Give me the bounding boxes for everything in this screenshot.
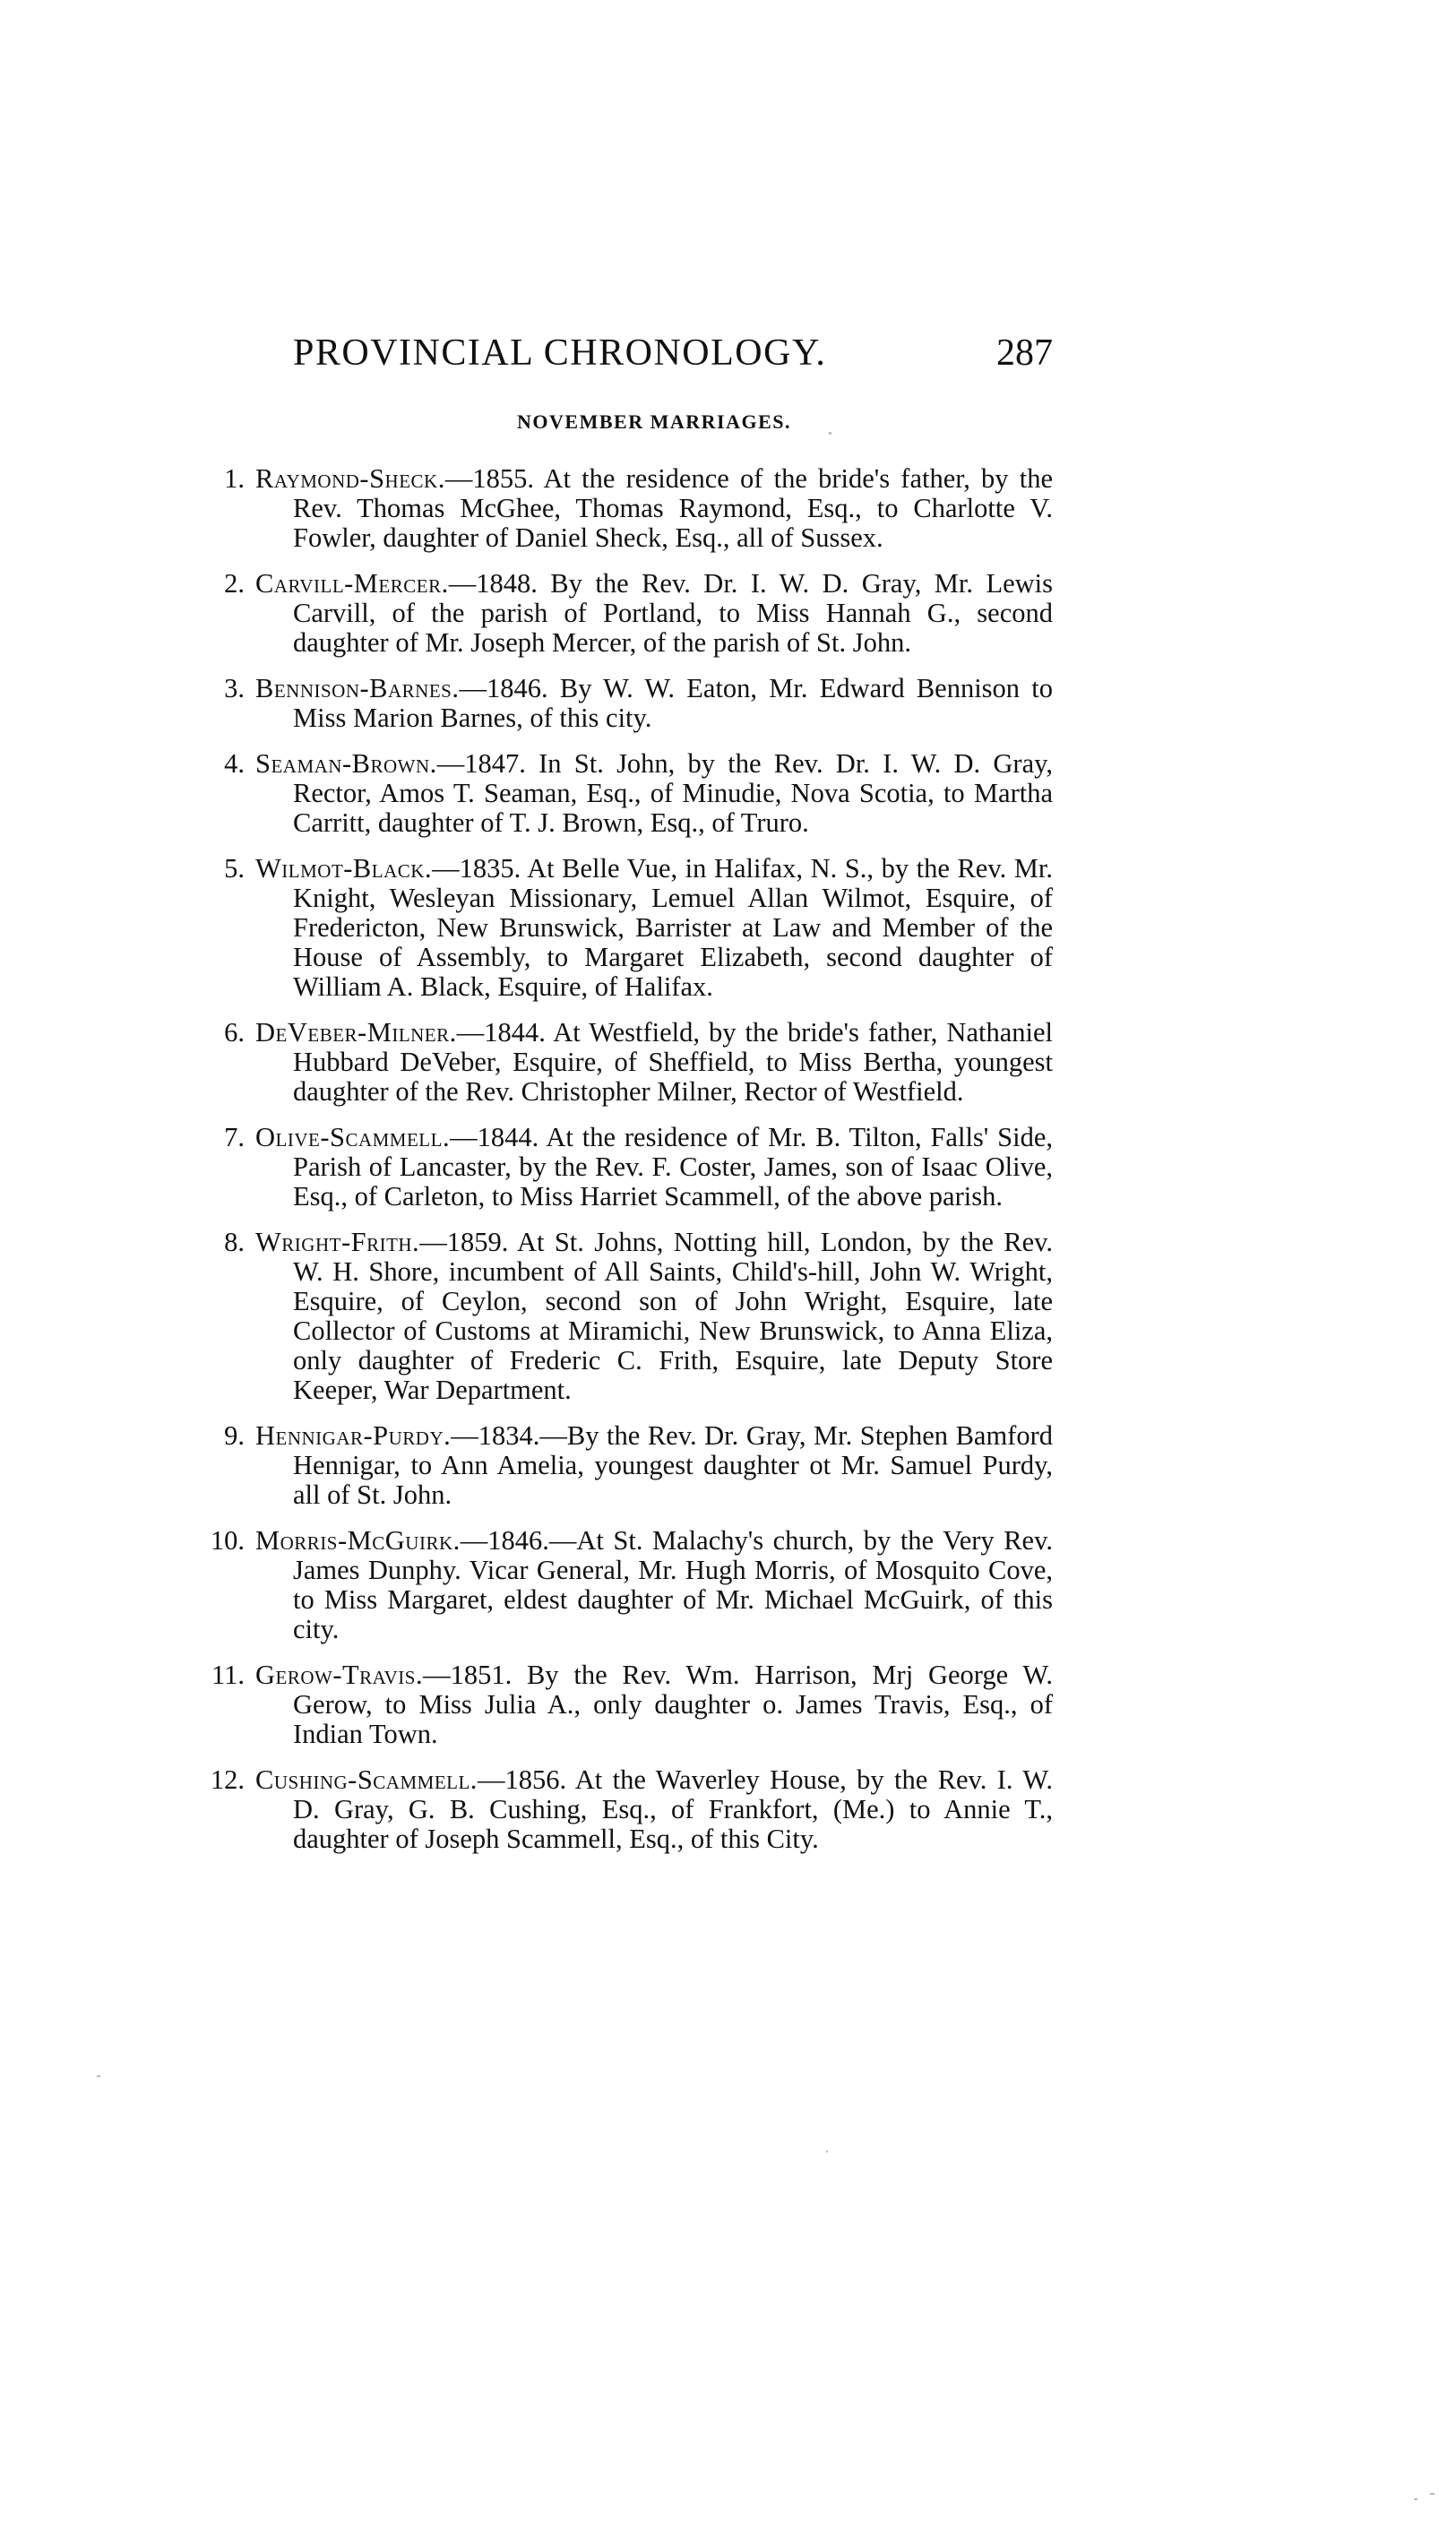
marriage-entry [202, 1421, 1053, 1510]
marriage-entry [202, 749, 1053, 838]
entry-text: —1834.—By the Rev. Dr. Gray, Mr. Stephen Bamford Hennigar, to Ann Amelia, youngest daughter ot Mr. Samuel Purdy, all of St. John. [293, 1420, 1053, 1510]
page-number: 287 [996, 332, 1053, 374]
entry-names: Raymond-Sheck. [255, 463, 445, 494]
entry-text: —1847. In St. John, by the Rev. Dr. I. W. D. Gray, Rector, Amos T. Seaman, Esq., of Minudie, Nova Scotia, to Martha Carritt, daughter of T. J. Brown, Esq., of Truro. [293, 748, 1053, 838]
entry-body [255, 464, 1053, 553]
entry-body [255, 1421, 1053, 1510]
scan-speck [1414, 2498, 1417, 2500]
marriage-entry [202, 569, 1053, 658]
running-head [202, 332, 1053, 385]
entry-number: 11. [211, 1660, 245, 1690]
entry-names: Bennison-Barnes. [255, 673, 460, 703]
entry-body [255, 1526, 1053, 1644]
marriage-entry [202, 1018, 1053, 1107]
entry-number: 5. [224, 853, 245, 884]
running-head-title: PROVINCIAL CHRONOLOGY. [293, 332, 827, 374]
entry-number: 2. [224, 568, 245, 599]
entry-body [255, 749, 1053, 838]
entry-text: —1851. By the Rev. Wm. Harrison, Mrj George W. Gerow, to Miss Julia A., only daughter o. James Travis, Esq., of Indian Town. [293, 1660, 1053, 1749]
entry-body [255, 674, 1053, 733]
entry-number: 10. [210, 1525, 245, 1556]
entry-number: 1. [224, 463, 245, 494]
entry-text: —1859. At St. Johns, Notting hill, London, by the Rev. W. H. Shore, incumbent of All Saints, Child's-hill, John W. Wright, Esquire, of Ceylon, second son of John Wright, Esquire, late Collector of Customs at Miramichi, New Brunswick, to Anna Eliza, only daughter of Frederic C. Frith, Esquire, late Deputy Store Keeper, War Department. [293, 1227, 1053, 1405]
entry-text: —1855. At the residence of the bride's father, by the Rev. Thomas McGhee, Thomas Raymond, Esq., to Charlotte V. Fowler, daughter of Daniel Sheck, Esq., all of Sussex. [293, 463, 1053, 553]
entry-number: 6. [224, 1017, 245, 1048]
entry-names: Seaman-Brown. [255, 748, 437, 779]
marriage-list [202, 464, 1053, 1854]
entry-names: Carvill-Mercer. [255, 568, 449, 599]
entry-names: Morris-McGuirk. [255, 1525, 461, 1556]
marriage-entry [202, 464, 1053, 553]
marriage-entry [202, 1526, 1053, 1644]
entry-names: Wilmot-Black. [255, 853, 433, 884]
scan-speck [829, 432, 831, 435]
entry-number: 4. [224, 748, 245, 779]
book-page [202, 332, 1053, 1870]
entry-text: —1856. At the Waverley House, by the Rev. I. W. D. Gray, G. B. Cushing, Esq., of Frankfort, (Me.) to Annie T., daughter of Joseph Scammell, Esq., of this City. [293, 1764, 1053, 1854]
entry-number: 12. [210, 1764, 245, 1795]
entry-body [255, 854, 1053, 1002]
entry-text: —1846. By W. W. Eaton, Mr. Edward Bennison to Miss Marion Barnes, of this city. [293, 673, 1053, 733]
entry-number: 9. [224, 1420, 245, 1451]
entry-names: Gerow-Travis. [255, 1660, 424, 1690]
entry-names: DeVeber-Milner. [255, 1017, 457, 1048]
marriage-entry [202, 854, 1053, 1002]
marriage-entry [202, 1123, 1053, 1212]
entry-body [255, 1228, 1053, 1405]
marriage-entry [202, 1228, 1053, 1405]
entry-names: Cushing-Scammell. [255, 1764, 478, 1795]
entry-number: 7. [224, 1122, 245, 1152]
scan-speck [1430, 2493, 1434, 2495]
entry-text: —1848. By the Rev. Dr. I. W. D. Gray, Mr. Lewis Carvill, of the parish of Portland, to Miss Hannah G., second daughter of Mr. Joseph Mercer, of the parish of St. John. [293, 568, 1053, 658]
marriage-entry [202, 1660, 1053, 1749]
entry-text: —1844. At the residence of Mr. B. Tilton, Falls' Side, Parish of Lancaster, by the Rev. F. Coster, James, son of Isaac Olive, Esq., of Carleton, to Miss Harriet Scammell, of the above parish. [293, 1122, 1053, 1212]
entry-names: Wright-Frith. [255, 1227, 420, 1257]
entry-text: —1846.—At St. Malachy's church, by the Very Rev. James Dunphy. Vicar General, Mr. Hugh Morris, of Mosquito Cove, to Miss Margaret, eldest daughter of Mr. Michael McGuirk, of this city. [293, 1525, 1053, 1644]
entry-text: —1835. At Belle Vue, in Halifax, N. S., by the Rev. Mr. Knight, Wesleyan Missionary, Lemuel Allan Wilmot, Esquire, of Fredericton, New Brunswick, Barrister at Law and Member of the House of Assembly, to Margaret Elizabeth, second daughter of William A. Black, Esquire, of Halifax. [293, 853, 1053, 1002]
entry-text: —1844. At Westfield, by the bride's father, Nathaniel Hubbard DeVeber, Esquire, of Sheffield, to Miss Bertha, youngest daughter of the Rev. Christopher Milner, Rector of Westfield. [293, 1017, 1053, 1107]
scan-speck [826, 2151, 828, 2152]
entry-names: Olive-Scammell. [255, 1122, 451, 1152]
entry-body [255, 569, 1053, 658]
entry-number: 8. [224, 1227, 245, 1257]
marriage-entry [202, 1765, 1053, 1854]
entry-body [255, 1123, 1053, 1212]
scan-speck [97, 2075, 100, 2077]
entry-names: Hennigar-Purdy. [255, 1420, 452, 1451]
marriage-entry [202, 674, 1053, 733]
entry-body [255, 1765, 1053, 1854]
entry-body [255, 1018, 1053, 1107]
entry-body [255, 1660, 1053, 1749]
section-title: NOVEMBER MARRIAGES. [517, 410, 791, 433]
entry-number: 3. [224, 673, 245, 703]
